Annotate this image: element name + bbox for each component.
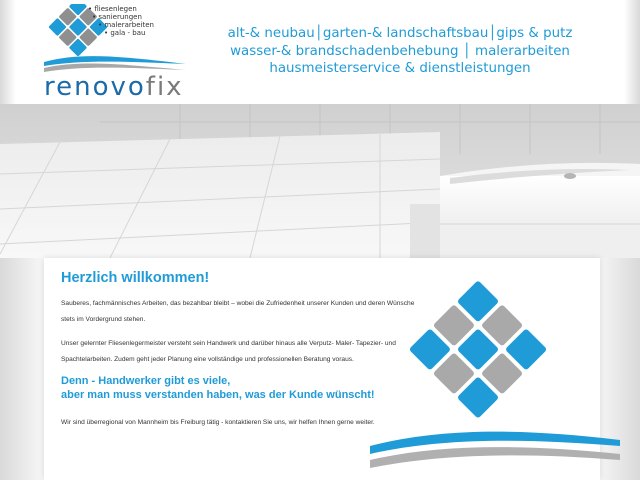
- expertise-paragraph: Unser gelernter Fliesenlegermeister versteht sein Handwerk und darüber hinaus alle Verputz- Maler- Tapezier- und Spachtelarbeiten. Zudem geht jeder Planung eine vollständige und professionellen Beratung voraus.: [61, 340, 396, 363]
- tagline-item: • fliesenlegen: [88, 5, 137, 13]
- slogan-line: Denn - Handwerker gibt es viele,: [61, 375, 231, 387]
- services-line: hausmeisterservice & dienstleistungen: [269, 61, 531, 76]
- intro-paragraph: Sauberes, fachmännisches Arbeiten, das bezahlbar bleibt – wobei die Zufriedenheit unserer Kunden und deren Wünsche stets im Vordergrund stehen.: [61, 300, 415, 323]
- diamond-tile-grid-icon: [370, 278, 620, 480]
- services-line: wasser-& brandschadenbehebung │ malerarbeiten: [230, 43, 570, 59]
- header-left-shade: [0, 0, 16, 104]
- logo-wordmark-part2: fix: [145, 72, 184, 102]
- welcome-title: Herzlich willkommen!: [61, 270, 210, 286]
- logo-wordmark[interactable]: [44, 72, 184, 102]
- bathroom-tiles-image: [0, 104, 640, 258]
- site-header: [0, 0, 640, 105]
- header-right-shade: [624, 0, 640, 104]
- tagline-item: • sanierungen: [92, 13, 142, 21]
- contact-paragraph: Wir sind überregional von Mannheim bis Freiburg tätig - kontaktieren Sie uns, wir helfen Ihnen gerne weiter.: [61, 419, 375, 426]
- tagline-item: • gala - bau: [104, 29, 146, 37]
- slogan-line: aber man muss verstanden haben, was der Kunde wünscht!: [61, 389, 375, 401]
- logo-tagline: [88, 5, 168, 37]
- logo-wordmark-part1: renovo: [44, 72, 146, 102]
- services-list: [190, 25, 610, 78]
- services-line: alt-& neubau│garten-& landschaftsbau│gips & putz: [227, 26, 573, 41]
- tagline-item: • malerarbeiten: [98, 21, 154, 29]
- hero-bathroom-image: [0, 104, 640, 258]
